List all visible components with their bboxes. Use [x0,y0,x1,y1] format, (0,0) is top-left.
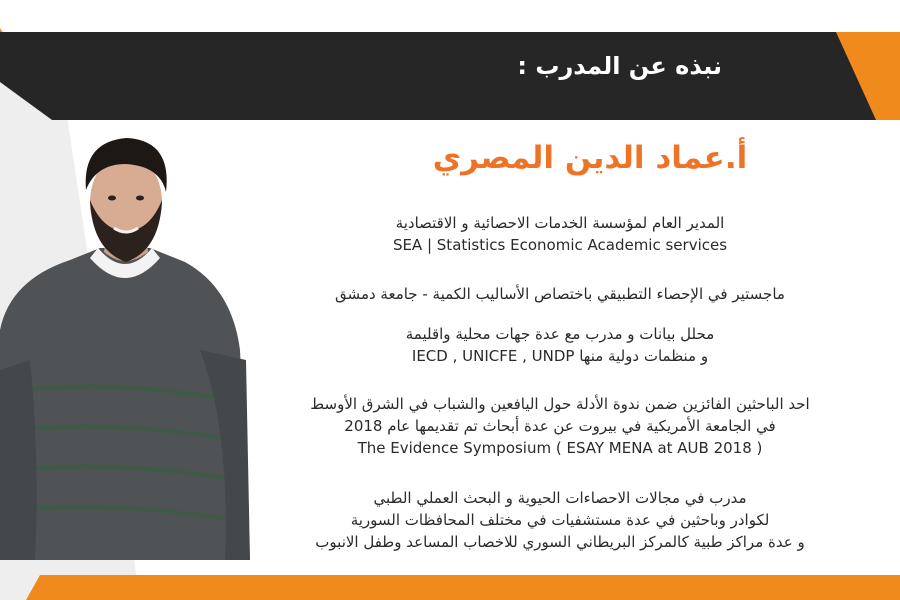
bio-training [270,487,850,553]
bio-analyst-line2: و منظمات دولية منها IECD , UNICFE , UNDP [411,347,709,365]
header-band [0,32,880,120]
bio-role-line2: SEA | Statistics Economic Academic services [392,236,728,254]
person-photo [0,130,250,560]
bio-symposium-line1: احد الباحثين الفائزين ضمن ندوة الأدلة حول اليافعين والشباب في الشرق الأوسط [310,395,810,413]
bio-training-line1: مدرب في مجالات الاحصاءات الحيوية و البحث العملي الطبي [373,489,747,507]
header-title: نبذه عن المدرب : [517,52,722,80]
bio-training-line3: و عدة مراكز طبية كالمركز البريطاني السوري للاخصاب المساعد وطفل الانبوب [315,533,805,551]
bio-analyst-line1: محلل بيانات و مدرب مع عدة جهات محلية واقليمة [405,325,715,343]
bio-role-line1: المدير العام لمؤسسة الخدمات الاحصائية و الاقتصادية [395,214,725,232]
bio-training-line2: لكوادر وباحثين في عدة مستشفيات في مختلف المحافظات السورية [350,511,770,529]
trainer-name: أ.عماد الدين المصري [432,140,748,176]
bio-education [270,283,850,305]
bio-symposium-line2: في الجامعة الأمريكية في بيروت عن عدة أبحاث تم تقديمها عام 2018 [344,417,776,435]
bio-symposium [270,393,850,459]
bottom-orange-bar [26,575,900,600]
bio-education-line1: ماجستير في الإحصاء التطبيقي باختصاص الأساليب الكمية - جامعة دمشق [335,285,785,303]
bio-analyst [270,323,850,367]
bio-symposium-line3: The Evidence Symposium ( ESAY MENA at AUB 2018 ) [357,439,763,457]
bio-role [270,212,850,256]
